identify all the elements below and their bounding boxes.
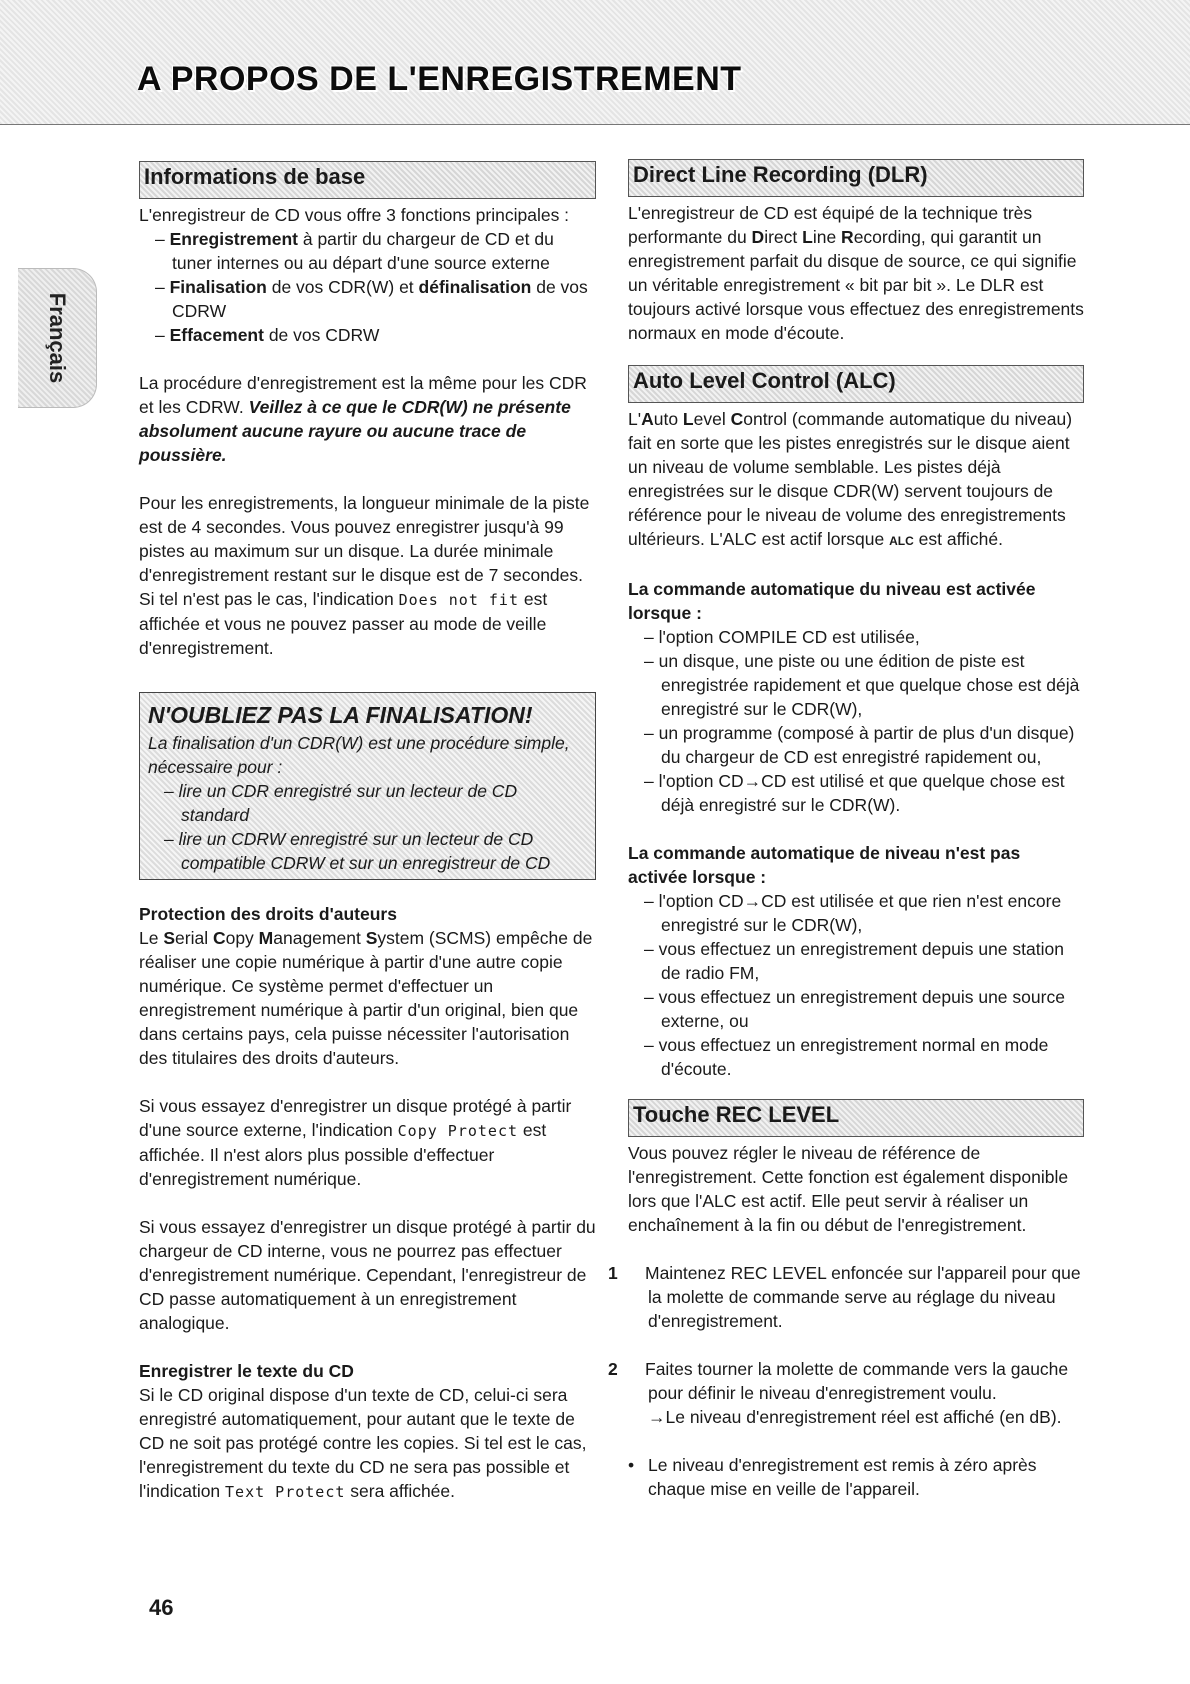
list-item: – l'option COMPILE CD est utilisée, (644, 627, 920, 647)
cdtext-p: Si le CD original dispose d'un texte de CD, celui-ci sera enregistré automatiquement, pour autant que le texte de CD ne soit pas protégé contre les copies. Si tel est le cas, l'enregistrement du texte du CD ne sera pas possible et l'indication Text Protect sera affichée. (139, 1385, 587, 1501)
copyright-p2: Si vous essayez d'enregistrer un disque protégé à partir d'une source externe, l'indication Copy Protect est affichée. Il n'est alors plus possible d'effectuer d'enregistrement numérique. (139, 1096, 572, 1189)
basics-heading: Informations de base (144, 164, 366, 189)
basics-item-recording: – Enregistrement à partir du chargeur de CD et du tuner internes ou au départ d'une source externe (155, 229, 554, 273)
step-2-result: →Le niveau d'enregistrement réel est affiché (en dB). (648, 1407, 1062, 1427)
copyright-p3: Si vous essayez d'enregistrer un disque protégé à partir du chargeur de CD interne, vous ne pourrez pas effectuer d'enregistrement numérique. Cependant, l'enregistreur de CD passe automatiquement à un enregistrement analogique. (139, 1217, 596, 1333)
copyright-p1: Le Serial Copy Management System (SCMS) empêche de réaliser une copie numérique à partir d'une autre copie numérique. Ce système permet d'effectuer un enregistrement numérique à partir d'un original, bien que dans certains pays, cela puisse nécessiter l'autorisation des titulaires des droits d'auteurs. (139, 928, 593, 1068)
notice-item: – lire un CDRW enregistré sur un lecteur de CD compatible CDRW et sur un enregistreur de CD (164, 829, 551, 873)
lcd-does-not-fit: Does not fit (398, 591, 519, 609)
step-1: 1 Maintenez REC LEVEL enfoncée sur l'appareil pour que la molette de commande serve au réglage du niveau d'enregistrement. (608, 1263, 1081, 1331)
page-number: 46 (149, 1595, 174, 1620)
list-item: – un disque, une piste ou une édition de piste est enregistrée rapidement et que quelque chose est déjà enregistré sur le CDR(W), (644, 651, 1080, 719)
header-banner (0, 0, 1190, 125)
notice-item: – lire un CDR enregistré sur un lecteur de CD standard (164, 781, 518, 825)
dlr-p: L'enregistreur de CD est équipé de la technique très performante du Direct Line Recording, qui garantit un enregistrement parfait du disque de source, ce qui signifie un véritable enregistrement « bit par bit ». Le DLR est toujours activé lorsque vous effectuez des enregistrements normaux en mode d'écoute. (628, 203, 1084, 343)
basics-min-length: Pour les enregistrements, la longueur minimale de la piste est de 4 secondes. Vous pouvez enregistrer jusqu'à 99 pistes au maximum sur un disque. La durée minimale d'enregistrement restant sur le disque est de 7 secondes. Si tel n'est pas le cas, l'indication Does not fit est affichée et vous ne pouvez passer au mode de veille d'enregistrement. (139, 493, 590, 658)
arrow-right-icon: → (648, 1407, 666, 1427)
lcd-copy-protect: Copy Protect (397, 1122, 519, 1140)
notice-intro: La finalisation d'un CDR(W) est une procédure simple, nécessaire pour : (148, 733, 570, 777)
basics-intro: L'enregistreur de CD vous offre 3 fonctions principales : (139, 205, 570, 225)
alc-active-heading: La commande automatique du niveau est activée lorsque : (628, 579, 1036, 623)
alc-p: L'Auto Level Control (commande automatique du niveau) fait en sorte que les pistes enregistrés sur le disque aient un niveau de volume semblable. Les pistes déjà enregistrées sur le disque CDR(W) servent toujours de référence pour le niveau de volume des enregistrements ultérieurs. L'ALC est actif lorsque ALC est affiché. (628, 409, 1073, 549)
left-column (139, 161, 596, 1504)
basics-heading-box (139, 161, 596, 199)
reclevel-heading: Touche REC LEVEL (633, 1102, 840, 1127)
copyright-heading: Protection des droits d'auteurs (139, 904, 397, 924)
right-column (608, 159, 1084, 1501)
list-item: – vous effectuez un enregistrement depuis une source externe, ou (644, 987, 1065, 1031)
notice-title: N'OUBLIEZ PAS LA FINALISATION! (148, 702, 533, 728)
list-item: – vous effectuez un enregistrement normal en mode d'écoute. (644, 1035, 1049, 1079)
basics-item-finalise: – Finalisation de vos CDR(W) et définalisation de vos CDRW (155, 277, 588, 321)
reclevel-heading-box (628, 1099, 1084, 1137)
list-item: – l'option CD→CD est utilisé et que quelque chose est déjà enregistré sur le CDR(W). (644, 771, 1065, 815)
alc-indicator: ALC (889, 534, 914, 548)
language-tab (18, 268, 97, 408)
alc-heading-box (628, 365, 1084, 403)
dlr-heading: Direct Line Recording (DLR) (633, 162, 928, 187)
step-2: 2 Faites tourner la molette de commande vers la gauche pour définir le niveau d'enregistrement voulu. (608, 1359, 1069, 1403)
reclevel-intro: Vous pouvez régler le niveau de référence de l'enregistrement. Cette fonction est également disponible lors que l'ALC est actif. Elle peut servir à réaliser un enchaînement à la fin ou début de l'enregistrement. (628, 1143, 1069, 1235)
page-title: A PROPOS DE L'ENREGISTREMENT (137, 60, 742, 98)
dlr-heading-box (628, 159, 1084, 197)
lcd-text-protect: Text Protect (225, 1483, 346, 1501)
alc-inactive-heading: La commande automatique de niveau n'est pas activée lorsque : (628, 843, 1021, 887)
language-tab-label: Français (45, 292, 70, 384)
alc-heading: Auto Level Control (ALC) (633, 368, 896, 393)
reclevel-note: • Le niveau d'enregistrement est remis à zéro après chaque mise en veille de l'appareil. (628, 1455, 1037, 1499)
list-item: – l'option CD→CD est utilisée et que rien n'est encore enregistré sur le CDR(W), (644, 891, 1062, 935)
cdtext-heading: Enregistrer le texte du CD (139, 1361, 354, 1381)
bullet-icon: • (628, 1455, 635, 1475)
list-item: – un programme (composé à partir de plus d'un disque) du chargeur de CD est enregistré rapidement ou, (644, 723, 1075, 767)
basics-item-erase: – Effacement de vos CDRW (155, 325, 380, 345)
list-item: – vous effectuez un enregistrement depuis une station de radio FM, (644, 939, 1064, 983)
basics-procedure: La procédure d'enregistrement est la même pour les CDR et les CDRW. Veillez à ce que le CDR(W) ne présente absolument aucune rayure ou aucune trace de poussière. (139, 373, 587, 465)
finalisation-notice (139, 692, 596, 880)
